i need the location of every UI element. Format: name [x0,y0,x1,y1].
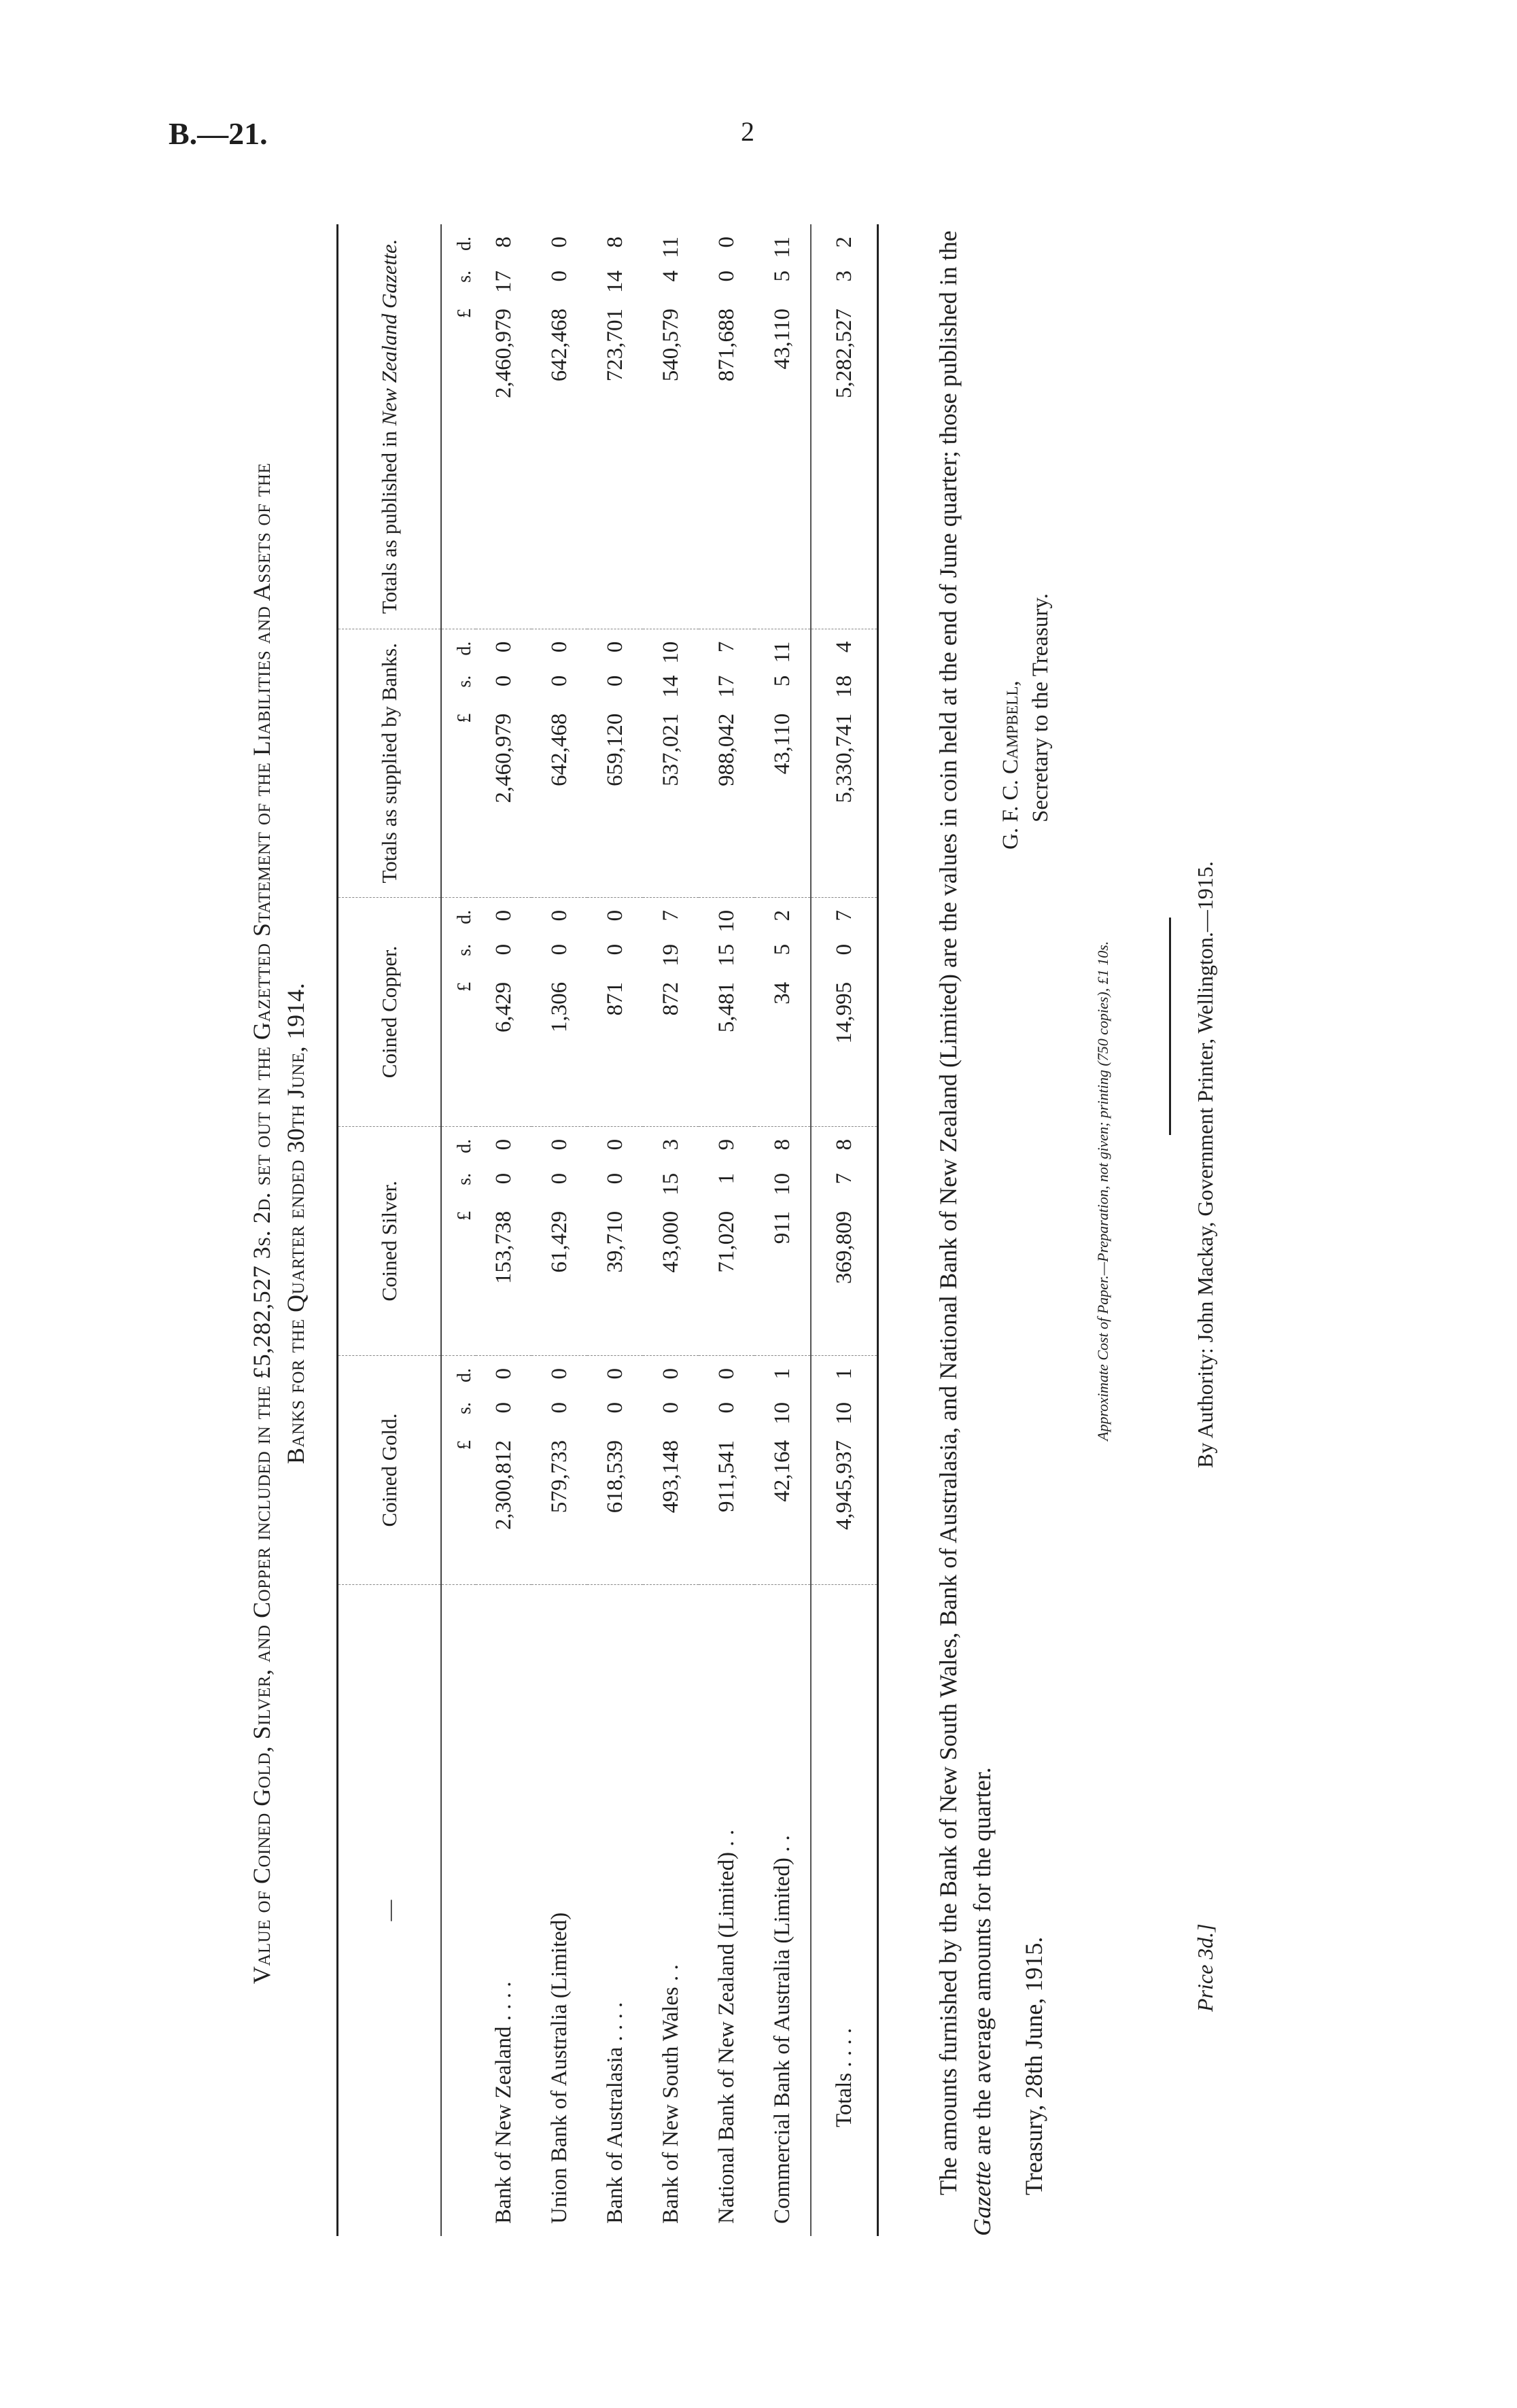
bank-name: Bank of Australasia . . . . [602,2002,627,2224]
price-note: Price 3d.] [1193,1923,1217,2012]
pounds-value: 39,710 [602,1210,627,1273]
table-row [587,224,643,2236]
amount-cell [699,897,754,1126]
pounds-value: 2,300,812 [491,1439,516,1530]
pence-value: 0 [546,237,572,248]
note-italic: Gazette [969,2161,996,2236]
totals-row [811,224,878,2236]
pence-value: 0 [546,1138,572,1151]
amount-cell [811,629,878,897]
units-cell [441,897,476,1126]
col-header-copper: Coined Copper. [338,897,442,1126]
amount-cell [476,224,531,629]
pence-value: 4 [831,641,856,653]
table-row [754,224,811,2236]
bank-name: Commercial Bank of Australia (Limited) . . [769,1835,795,2224]
shillings-value: 0 [602,1172,627,1185]
shillings-value: 1 [714,1172,739,1185]
pence-value: 0 [714,237,739,248]
col-header-banks-total: Totals as supplied by Banks. [338,629,442,897]
units-cell [441,224,476,629]
amount-cell [587,1126,643,1355]
amount-cell [643,629,699,897]
unit-pence: d. [454,641,475,656]
pounds-value: 5,282,527 [831,309,856,398]
pounds-value: 911,541 [714,1439,739,1512]
pounds-value: 871 [602,981,627,1016]
amount-cell [476,629,531,897]
amount-cell [531,1355,587,1584]
shillings-value: 5 [769,271,795,282]
table-row [643,224,699,2236]
units-cell [441,1355,476,1584]
amount-cell [476,1126,531,1355]
pounds-value: 2,460,979 [491,713,516,803]
pence-value: 7 [658,909,683,922]
shillings-value: 0 [714,271,739,282]
shillings-value: 0 [658,1401,683,1414]
pounds-value: 2,460,979 [491,309,516,398]
explanatory-note [931,224,999,2236]
pounds-value: 43,110 [769,713,795,775]
unit-pence: d. [454,1367,475,1382]
pence-value: 0 [491,641,516,653]
amount-cell [754,629,811,897]
amount-cell [531,897,587,1126]
amount-cell [699,224,754,629]
shillings-value: 0 [831,943,856,956]
coin-value-table [336,224,879,2236]
shillings-value: 0 [714,1401,739,1414]
bank-name: Union Bank of Australia (Limited) [546,1912,572,2224]
amount-cell [811,1355,878,1584]
gazette-header-italic: New Zealand Gazette. [377,239,401,426]
page-header [0,116,1517,170]
col-header-gold: Coined Gold. [338,1355,442,1584]
shillings-value: 5 [769,675,795,687]
amount-cell [754,224,811,629]
bank-name: Bank of New Zealand . . . . [491,1981,516,2224]
col-header-bank: — [338,1585,442,2237]
shillings-value: 17 [714,675,739,698]
shillings-value: 0 [546,675,572,687]
shillings-value: 0 [546,943,572,956]
pence-value: 11 [769,237,795,258]
shillings-value: 0 [602,675,627,687]
pence-value: 0 [546,1367,572,1380]
amount-cell [754,1355,811,1584]
unit-pound: £ [454,309,475,318]
pence-value: 11 [769,641,795,663]
pence-value: 0 [546,641,572,653]
pounds-value: 537,021 [658,713,683,786]
col-header-gazette-total [338,224,442,629]
table-header-row [338,224,442,2236]
pence-value: 0 [546,909,572,922]
pounds-value: 911 [769,1210,795,1244]
pence-value: 9 [714,1138,739,1151]
amount-cell [587,1355,643,1584]
pounds-value: 43,110 [769,309,795,370]
pounds-value: 153,738 [491,1210,516,1285]
pounds-value: 579,733 [546,1439,572,1514]
shillings-value: 17 [491,271,516,293]
cost-note: Approximate Cost of Paper.—Preparation, not given; printing (750 copies), £1 10s. [1094,941,1111,1441]
amount-cell [531,629,587,897]
pence-value: 7 [831,909,856,922]
unit-pound: £ [454,1439,475,1450]
amount-cell [643,1355,699,1584]
amount-cell [811,897,878,1126]
amount-cell [587,224,643,629]
unit-shilling: s. [454,271,475,283]
pence-value: 0 [602,909,627,922]
pence-value: 0 [714,1367,739,1380]
pounds-value: 872 [658,981,683,1016]
shillings-value: 4 [658,271,683,282]
shillings-value: 3 [831,271,856,282]
amount-cell [811,224,878,629]
pence-value: 8 [602,237,627,248]
shillings-value: 14 [658,675,683,698]
note-text: The amounts furnished by the Bank of New South Wales, Bank of Australasia, and National Bank of New Zealand (Limited) are the values in coin held at the end of June quarter; those published in the [935,230,962,2195]
shillings-value: 0 [491,943,516,956]
pounds-value: 5,481 [714,981,739,1033]
pence-value: 7 [714,641,739,653]
pounds-value: 659,120 [602,713,627,786]
shillings-value: 0 [546,271,572,282]
pence-value: 0 [491,909,516,922]
pence-value: 8 [769,1138,795,1151]
shillings-value: 10 [831,1401,856,1425]
pounds-value: 14,995 [831,981,856,1044]
pence-value: 8 [831,1138,856,1151]
pounds-value: 6,429 [491,981,516,1033]
page-number: 2 [741,116,754,147]
table-row [476,224,531,2236]
amount-cell [699,1355,754,1584]
pounds-value: 5,330,741 [831,713,856,803]
amount-cell [643,224,699,629]
shillings-value: 0 [491,1172,516,1185]
unit-pound: £ [454,1210,475,1221]
amount-cell [531,1126,587,1355]
pence-value: 0 [491,1367,516,1380]
unit-shilling: s. [454,675,475,688]
pounds-value: 369,809 [831,1210,856,1285]
unit-pence: d. [454,237,475,251]
pounds-value: 34 [769,981,795,1005]
pounds-value: 1,306 [546,981,572,1033]
title-line-1: Value of Coined Gold, Silver, and Copper included in the £5,282,527 3s. 2d. set out in the Gazetted Statement of the Liabilities and Assets of the [248,462,275,1985]
pounds-value: 43,000 [658,1210,683,1273]
note-text-end: are the average amounts for the quarter. [969,1767,996,2162]
signatory-name: G. F. C. Campbell, [998,680,1023,850]
amount-cell [587,629,643,897]
pounds-value: 642,468 [546,713,572,786]
unit-pound: £ [454,713,475,723]
title-line-2: Banks for the Quarter ended 30th June, 1914. [282,982,309,1465]
amount-cell [476,897,531,1126]
pence-value: 0 [602,1367,627,1380]
gazette-header-text: Totals as published in [377,425,401,614]
divider-rule [1169,918,1171,1135]
pence-value: 0 [602,1138,627,1151]
pence-value: 10 [658,641,683,664]
pounds-value: 723,701 [602,309,627,382]
unit-pence: d. [454,909,475,924]
amount-cell [587,897,643,1126]
amount-cell [754,897,811,1126]
treasury-date: Treasury, 28th June, 1915. [1020,1936,1047,2195]
bank-name: National Bank of New Zealand (Limited) . . [714,1829,739,2224]
pounds-value: 871,688 [714,309,739,382]
bank-name: Totals . . . . [811,1585,878,2237]
shillings-value: 0 [546,1172,572,1185]
shillings-value: 14 [602,271,627,293]
amount-cell [811,1126,878,1355]
shillings-value: 19 [658,943,683,966]
unit-shilling: s. [454,1172,475,1185]
shillings-value: 18 [831,675,856,698]
units-row [441,224,476,2236]
pounds-value: 61,429 [546,1210,572,1273]
document-reference: B.—21. [169,116,268,151]
pounds-value: 540,579 [658,309,683,382]
pounds-value: 988,042 [714,713,739,786]
unit-shilling: s. [454,1401,475,1414]
shillings-value: 5 [769,943,795,956]
pence-value: 0 [658,1367,683,1380]
units-cell [441,1126,476,1355]
pence-value: 10 [714,909,739,932]
shillings-value: 15 [658,1172,683,1196]
amount-cell [643,897,699,1126]
shillings-value: 0 [602,943,627,956]
col-header-silver: Coined Silver. [338,1126,442,1355]
pence-value: 8 [491,237,516,248]
pence-value: 1 [769,1367,795,1380]
pounds-value: 642,468 [546,309,572,382]
amount-cell [531,224,587,629]
amount-cell [699,629,754,897]
unit-pound: £ [454,981,475,992]
pounds-value: 618,539 [602,1439,627,1514]
amount-cell [754,1126,811,1355]
pence-value: 0 [602,641,627,653]
units-spacer [441,1585,476,2237]
signatory-role: Secretary to the Treasury. [1028,593,1053,822]
pence-value: 0 [491,1138,516,1151]
table-row [531,224,587,2236]
shillings-value: 0 [491,1401,516,1414]
amount-cell [476,1355,531,1584]
pounds-value: 4,945,937 [831,1439,856,1530]
pounds-value: 493,148 [658,1439,683,1514]
pence-value: 3 [658,1138,683,1151]
units-cell [441,629,476,897]
amount-cell [699,1126,754,1355]
shillings-value: 0 [602,1401,627,1414]
pounds-value: 71,020 [714,1210,739,1273]
unit-pence: d. [454,1138,475,1153]
pence-value: 1 [831,1367,856,1380]
shillings-value: 10 [769,1172,795,1196]
shillings-value: 7 [831,1172,856,1185]
pounds-value: 42,164 [769,1439,795,1502]
rotated-content [245,184,1230,2263]
shillings-value: 15 [714,943,739,966]
pence-value: 2 [769,909,795,922]
table-body [441,224,878,2236]
signature-block [996,593,1056,850]
unit-shilling: s. [454,943,475,956]
bank-name: Bank of New South Wales . . [658,1964,683,2224]
printer-authority: By Authority: John Mackay, Government Printer, Wellington.—1915. [1193,861,1217,1468]
table-row [699,224,754,2236]
pence-value: 11 [658,237,683,258]
amount-cell [643,1126,699,1355]
pence-value: 2 [831,237,856,248]
shillings-value: 0 [546,1401,572,1414]
document-title [245,184,313,2263]
shillings-value: 10 [769,1401,795,1425]
shillings-value: 0 [491,675,516,687]
